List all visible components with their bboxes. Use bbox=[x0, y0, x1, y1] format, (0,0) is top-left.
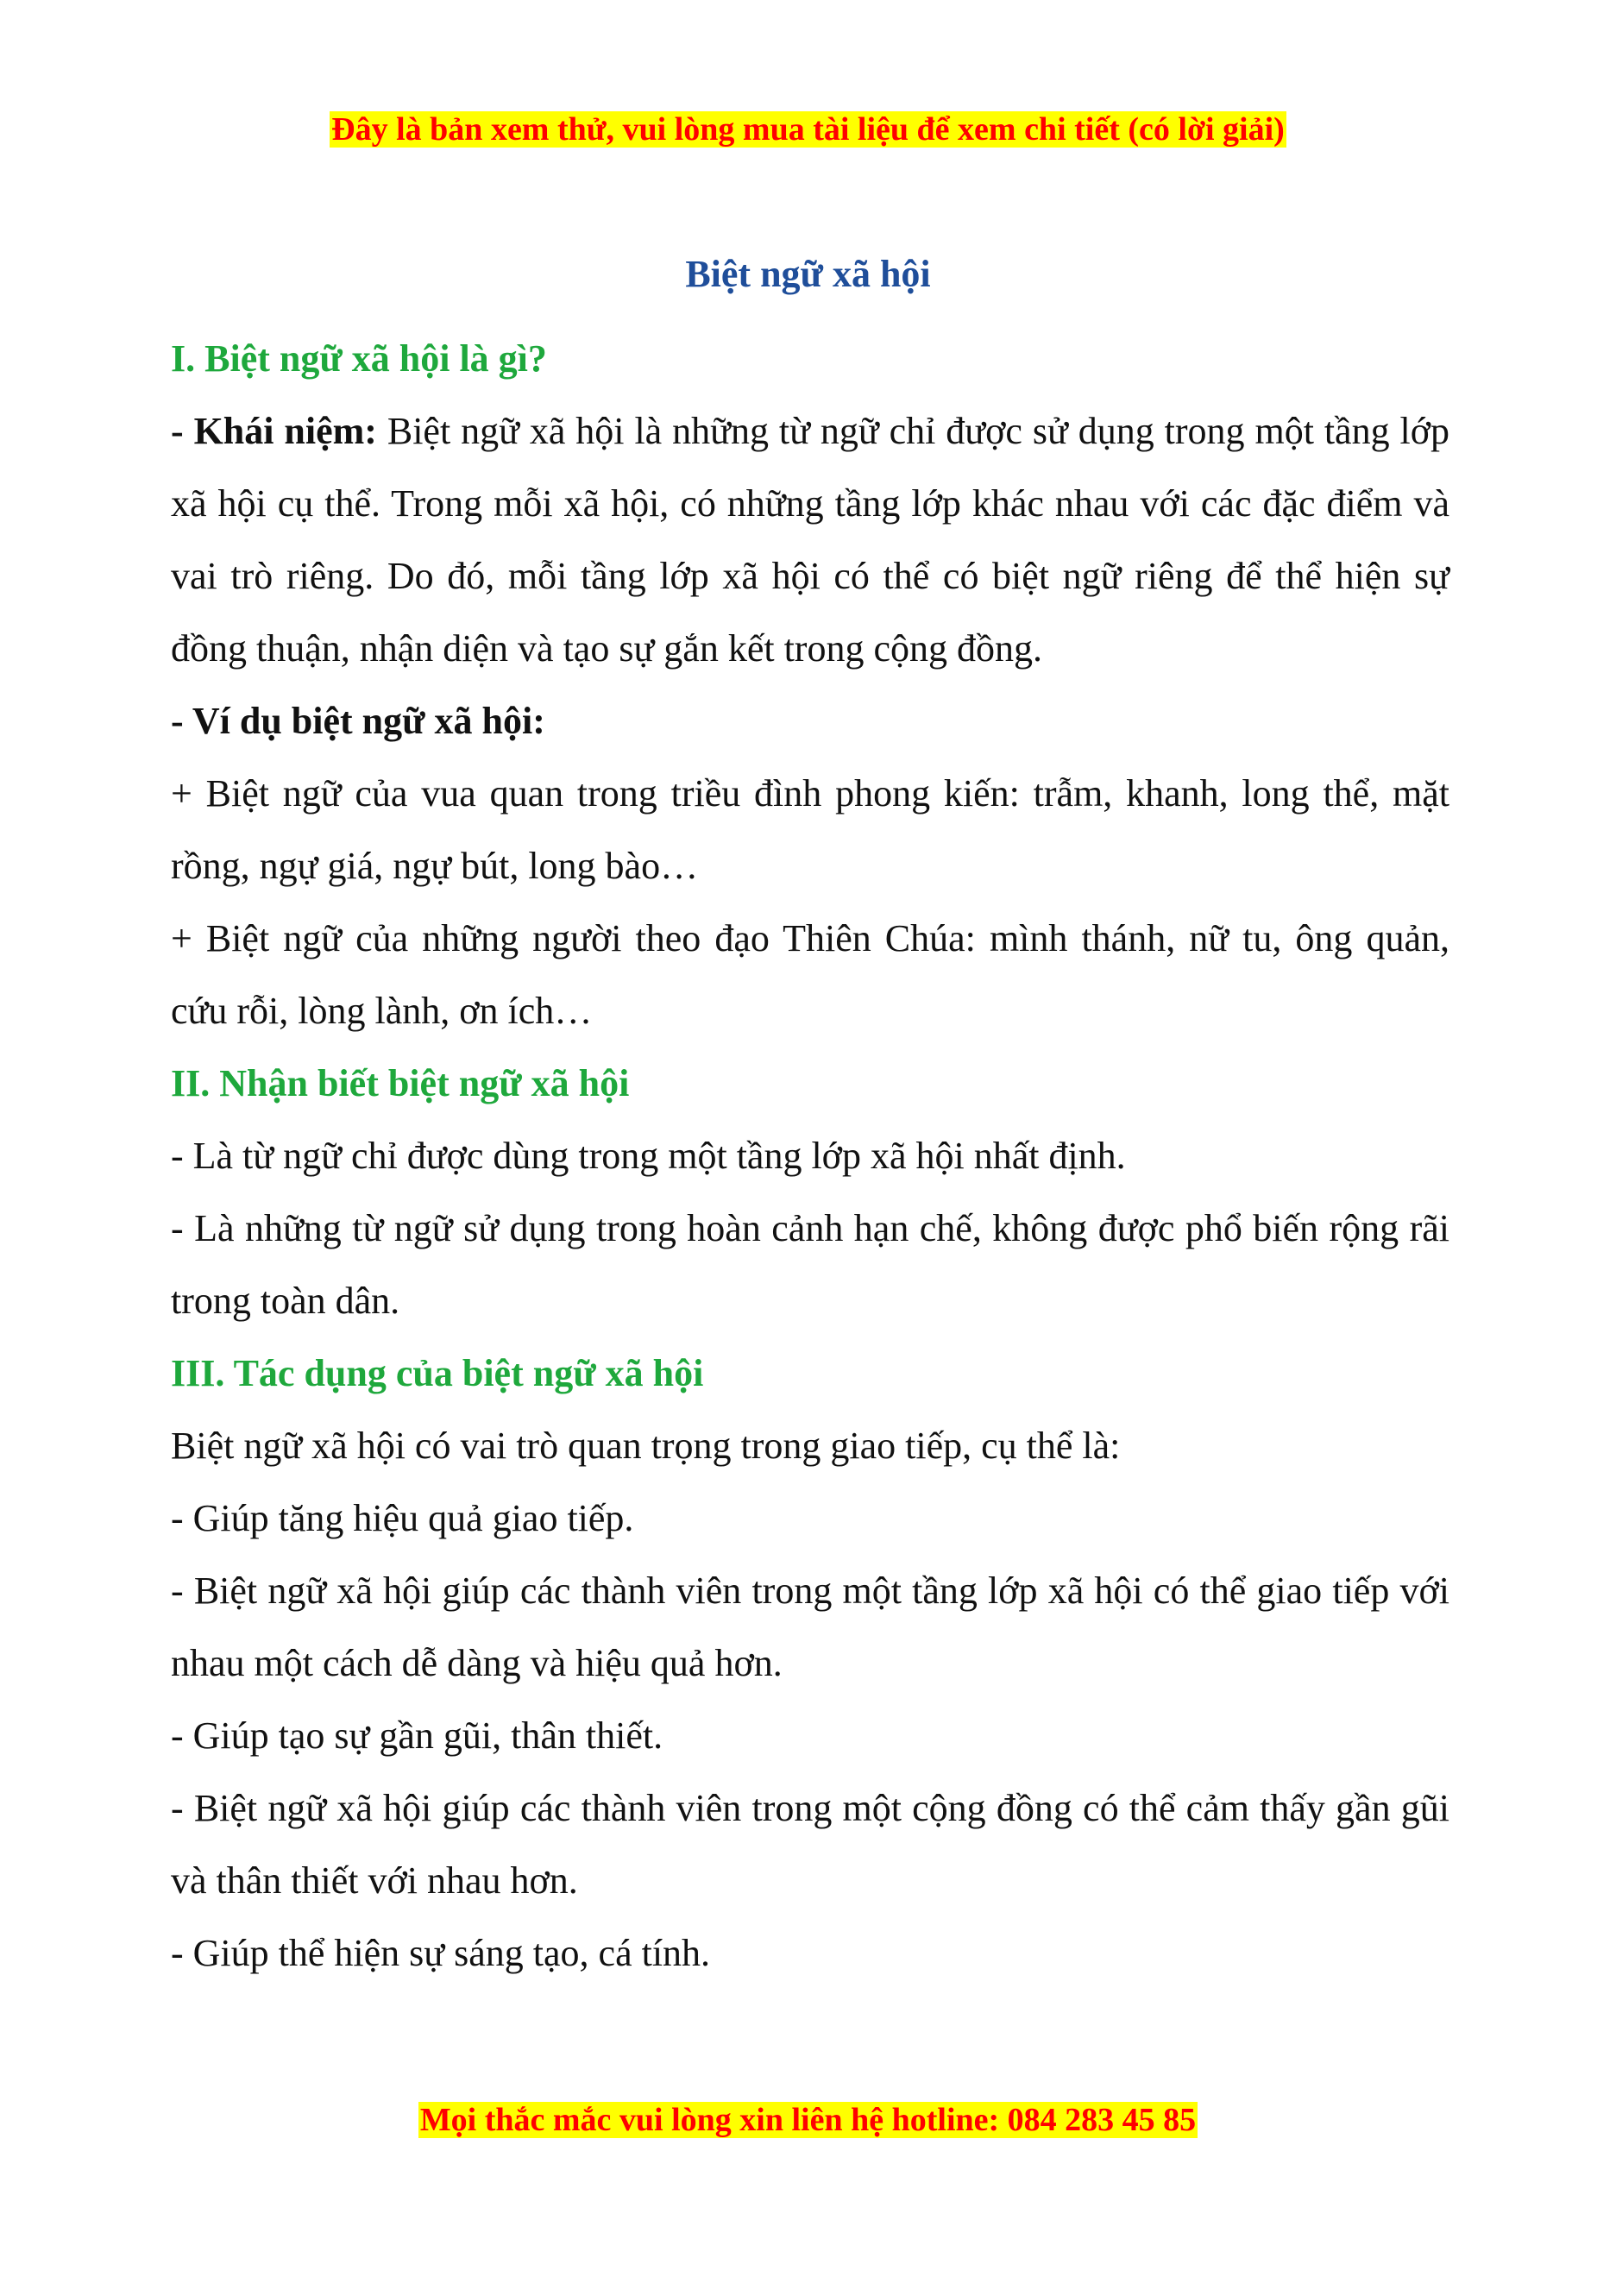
section-2-heading: II. Nhận biết biệt ngữ xã hội bbox=[171, 1062, 630, 1104]
list-item: - Biệt ngữ xã hội giúp các thành viên trong một cộng đồng có thể cảm thấy gần gũi và thân thiết với nhau hơn. bbox=[171, 1787, 1449, 1902]
list-item: - Biệt ngữ xã hội giúp các thành viên trong một tầng lớp xã hội có thể giao tiếp với nhau một cách dễ dàng và hiệu quả hơn. bbox=[171, 1569, 1449, 1684]
example-item-1: + Biệt ngữ của vua quan trong triều đình phong kiến: trẫm, khanh, long thể, mặt rồng, ngự giá, ngự bút, long bào… bbox=[171, 772, 1449, 887]
preview-notice-text: Đây là bản xem thử, vui lòng mua tài liệu để xem chi tiết (có lời giải) bbox=[331, 111, 1285, 148]
example-item-2: + Biệt ngữ của những người theo đạo Thiên Chúa: mình thánh, nữ tu, ông quản, cứu rỗi, lòng lành, ơn ích… bbox=[171, 917, 1449, 1032]
list-item: - Là từ ngữ chỉ được dùng trong một tầng lớp xã hội nhất định. bbox=[171, 1135, 1126, 1177]
list-item: - Giúp tăng hiệu quả giao tiếp. bbox=[171, 1497, 634, 1539]
hotline-notice bbox=[0, 2100, 1616, 2140]
section-1-heading: I. Biệt ngữ xã hội là gì? bbox=[171, 337, 547, 380]
document-title: Biệt ngữ xã hội bbox=[685, 253, 931, 295]
section-3-intro: Biệt ngữ xã hội có vai trò quan trọng trong giao tiếp, cụ thể là: bbox=[171, 1425, 1121, 1467]
concept-text: Biệt ngữ xã hội là những từ ngữ chỉ được sử dụng trong một tầng lớp xã hội cụ thể. Trong mỗi xã hội, có những tầng lớp khác nhau với các đặc điểm và vai trò riêng. Do đó, mỗi tầng lớp xã hội có thể có biệt ngữ riêng để thể hiện sự đồng thuận, nhận diện và tạo sự gắn kết trong cộng đồng. bbox=[171, 410, 1449, 670]
concept-paragraph bbox=[171, 395, 1449, 685]
document-body bbox=[171, 323, 1449, 1990]
list-item: - Là những từ ngữ sử dụng trong hoàn cảnh hạn chế, không được phổ biến rộng rãi trong toàn dân. bbox=[171, 1207, 1449, 1322]
list-item: - Giúp tạo sự gần gũi, thân thiết. bbox=[171, 1714, 663, 1757]
section-3-heading: III. Tác dụng của biệt ngữ xã hội bbox=[171, 1352, 704, 1394]
hotline-notice-text: Mọi thắc mắc vui lòng xin liên hệ hotline: 084 283 45 85 bbox=[419, 2102, 1197, 2138]
preview-notice bbox=[0, 110, 1616, 149]
examples-label: - Ví dụ biệt ngữ xã hội: bbox=[171, 700, 545, 742]
concept-label: - Khái niệm: bbox=[171, 410, 377, 452]
list-item: - Giúp thể hiện sự sáng tạo, cá tính. bbox=[171, 1932, 711, 1974]
